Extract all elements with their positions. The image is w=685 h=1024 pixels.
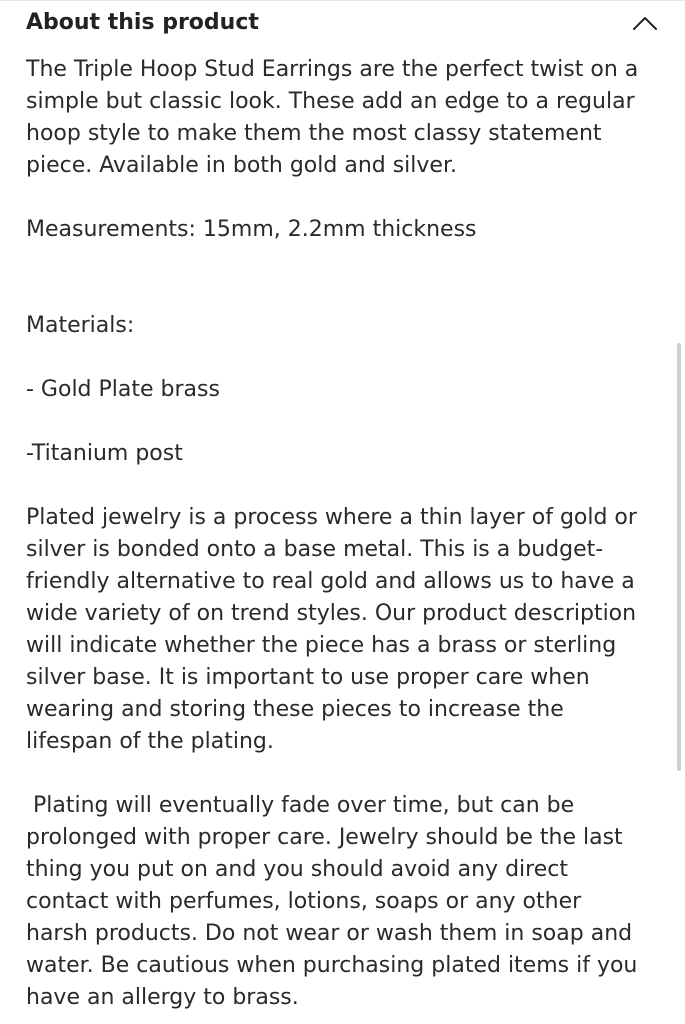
collapse-button[interactable] [630,8,660,38]
plating-info-paragraph: Plated jewelry is a process where a thin layer of gold or silver is bonded onto a base metal. This is a budget- friendly alternative to real gold and allows us to have a wide variety of on trend styles. Our product description will indicate whether the piece has a brass or sterling silver base. It is important to use proper care when wearing and storing these pieces to increase the lifespan of the plating. [26,505,637,754]
about-product-header[interactable] [26,8,666,42]
material-item-gold-plate: - Gold Plate brass [26,377,220,402]
materials-heading: Materials: [26,313,135,338]
scrollbar-thumb[interactable] [677,343,681,771]
measurements-text: Measurements: 15mm, 2.2mm thickness [26,217,477,242]
care-info-paragraph: Plating will eventually fade over time, but can be prolonged with proper care. Jewelry should be the last thing you put on and you should avoid any direct contact with perfumes, lotions, soaps or any other harsh products. Do not wear or wash them in soap and water. Be cautious when purchasing plated items if you have an allergy to brass. [26,793,638,1010]
chevron-up-icon [632,14,658,32]
description-intro: The Triple Hoop Stud Earrings are the perfect twist on a simple but classic look. These add an edge to a regular hoop style to make them the most classy statement piece. Available in both gold and silver. [26,57,639,178]
section-title: About this product [26,10,259,35]
top-divider [0,0,685,1]
material-item-titanium: -Titanium post [26,441,183,466]
product-description [26,54,666,1014]
